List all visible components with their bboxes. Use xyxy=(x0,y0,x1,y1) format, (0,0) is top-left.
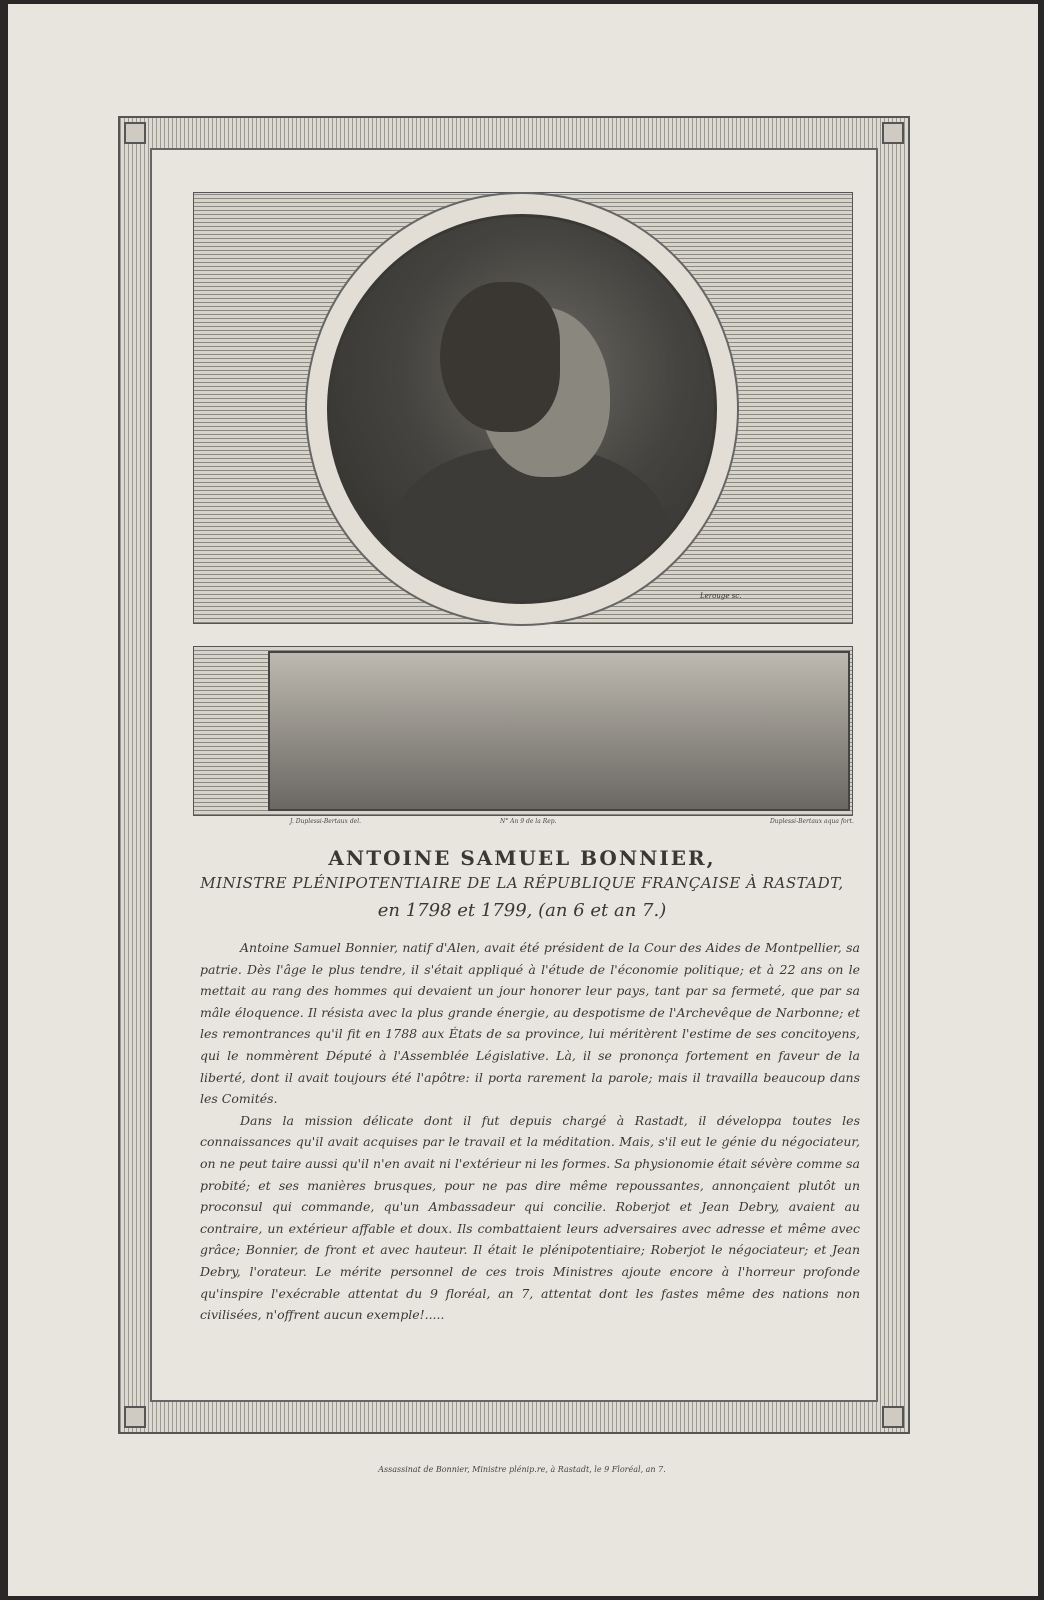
paragraph: Antoine Samuel Bonnier, natif d'Alen, avait été président de la Cour des Aides de Montpellier, sa patrie. Dès l'âge le plus tendre, il s'était appliqué à l'étude de l'économie politique; et à 22 ans on le mettait au rang des hommes qui devaient un jour honorer leur pays, tant par sa fermeté, que par sa mâle éloquence. Il résista avec la plus grande énergie, au despotisme de l'Archevêque de Narbonne; et les remontrances qu'il fit en 1788 aux États de sa province, lui méritèrent l'estime de ses concitoyens, qui le nommèrent Député à l'Assemblée Législative. Là, il se prononça fortement en faveur de la liberté, dont il avait toujours été l'apôtre: il porta rarement la parole; mais il travailla beaucoup dans les Comités. xyxy=(200,940,860,1107)
print-subtitle: MINISTRE PLÉNIPOTENTIAIRE DE LA RÉPUBLIQUE FRANÇAISE À RASTADT, xyxy=(200,874,844,892)
print-title: ANTOINE SAMUEL BONNIER, xyxy=(328,846,716,870)
portrait-medallion xyxy=(305,192,742,626)
paragraph: Dans la mission délicate dont il fut depuis chargé à Rastadt, il développa toutes les connaissances qu'il avait acquises par le travail et la méditation. Mais, s'il eut le génie du négociateur, on ne peut taire aussi qu'il n'en avait ni l'extérieur ni les formes. Sa physionomie était sévère comme sa probité; et ses manières brusques, pour ne pas dire même repoussantes, annonçaient plutôt un proconsul qui commande, qu'un Ambassadeur qui concilie. Roberjot et Jean Debry, avaient au contraire, un extérieur affable et doux. Ils combattaient leurs adversaires avec adresse et même avec grâce; Bonnier, de front et avec hauteur. Il était le plénipotentiaire; Roberjot le négociateur; et Jean Debry, l'orateur. Le mérite personnel de ces trois Ministres ajoute encore à l'horreur profonde qu'inspire l'exécrable attentat du 9 floréal, an 7, attentat dont les fastes même des nations non civilisées, n'offrent aucun exemple!..... xyxy=(200,1112,860,1323)
corner-ornament xyxy=(124,1406,146,1428)
corner-ornament xyxy=(124,122,146,144)
portrait-hair xyxy=(440,282,560,432)
engraver-signature: Lerouge sc. xyxy=(700,592,742,600)
biography-text xyxy=(200,937,860,1326)
assassination-scene-image xyxy=(268,651,850,811)
credit-right: Duplessi-Bertaux aqua fort. xyxy=(770,818,854,825)
portrait-image xyxy=(327,214,717,604)
print-dates: en 1798 et 1799, (an 6 et an 7.) xyxy=(377,900,667,921)
credit-left: J. Duplessi-Bertaux del. xyxy=(290,818,362,825)
caption: Assassinat de Bonnier, Ministre plénip.re, à Rastadt, le 9 Floréal, an 7. xyxy=(378,1465,666,1474)
corner-ornament xyxy=(882,1406,904,1428)
credit-center: N° An 9 de la Rep. xyxy=(500,818,557,825)
corner-ornament xyxy=(882,122,904,144)
